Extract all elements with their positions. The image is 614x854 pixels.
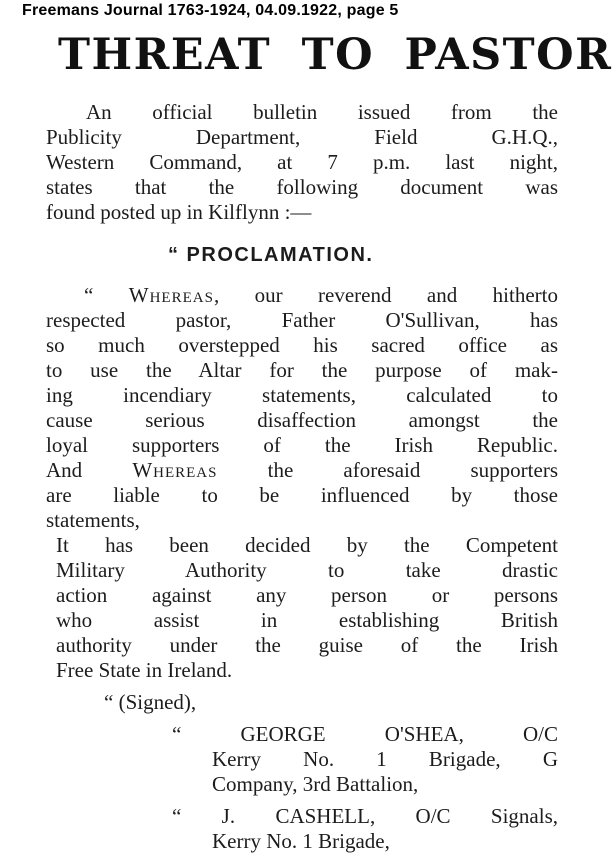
signature-line: “ GEORGE O'SHEA, O/C bbox=[172, 722, 558, 746]
signature-line: Kerry No. 1 Brigade, G bbox=[212, 747, 558, 771]
body-line: to use the Altar for the purpose of mak- bbox=[46, 358, 558, 382]
whereas-line: And Whereas the aforesaid supporters bbox=[46, 458, 558, 482]
decision-line: Free State in Ireland. bbox=[56, 658, 233, 682]
body-line: are liable to be influenced by those bbox=[46, 483, 558, 507]
intro-line: states that the following document was bbox=[46, 175, 558, 199]
proclamation-heading: “ PROCLAMATION. bbox=[168, 244, 374, 266]
body-line: so much overstepped his sacred office as bbox=[46, 333, 558, 357]
intro-line: An official bulletin issued from the bbox=[86, 100, 558, 124]
signature-line: Company, 3rd Battalion, bbox=[212, 772, 419, 796]
body-line: cause serious disaffection amongst the bbox=[46, 408, 558, 432]
intro-line: found posted up in Kilflynn :— bbox=[46, 200, 312, 224]
decision-line: who assist in establishing British bbox=[56, 608, 558, 632]
signed-label: “ (Signed), bbox=[104, 690, 197, 714]
decision-line: authority under the guise of the Irish bbox=[56, 633, 558, 657]
headline: THREAT TO PASTOR bbox=[58, 30, 613, 80]
signature-line: “ J. CASHELL, O/C Signals, bbox=[172, 804, 558, 828]
body-line: statements, bbox=[46, 508, 140, 532]
body-line: ing incendiary statements, calculated to bbox=[46, 383, 558, 407]
intro-line: Western Command, at 7 p.m. last night, bbox=[46, 150, 558, 174]
source-caption: Freemans Journal 1763-1924, 04.09.1922, page 5 bbox=[22, 2, 399, 19]
intro-line: Publicity Department, Field G.H.Q., bbox=[46, 125, 558, 149]
body-line: respected pastor, Father O'Sullivan, has bbox=[46, 308, 558, 332]
decision-line: Military Authority to take drastic bbox=[56, 558, 558, 582]
whereas-word: Whereas bbox=[128, 283, 214, 307]
whereas-line: “ Whereas, our reverend and hitherto bbox=[84, 283, 558, 307]
body-line: loyal supporters of the Irish Republic. bbox=[46, 433, 558, 457]
whereas-word: Whereas bbox=[132, 458, 218, 482]
signature-line: Kerry No. 1 Brigade, bbox=[212, 829, 390, 853]
decision-line: action against any person or persons bbox=[56, 583, 558, 607]
decision-line: It has been decided by the Competent bbox=[56, 533, 558, 557]
